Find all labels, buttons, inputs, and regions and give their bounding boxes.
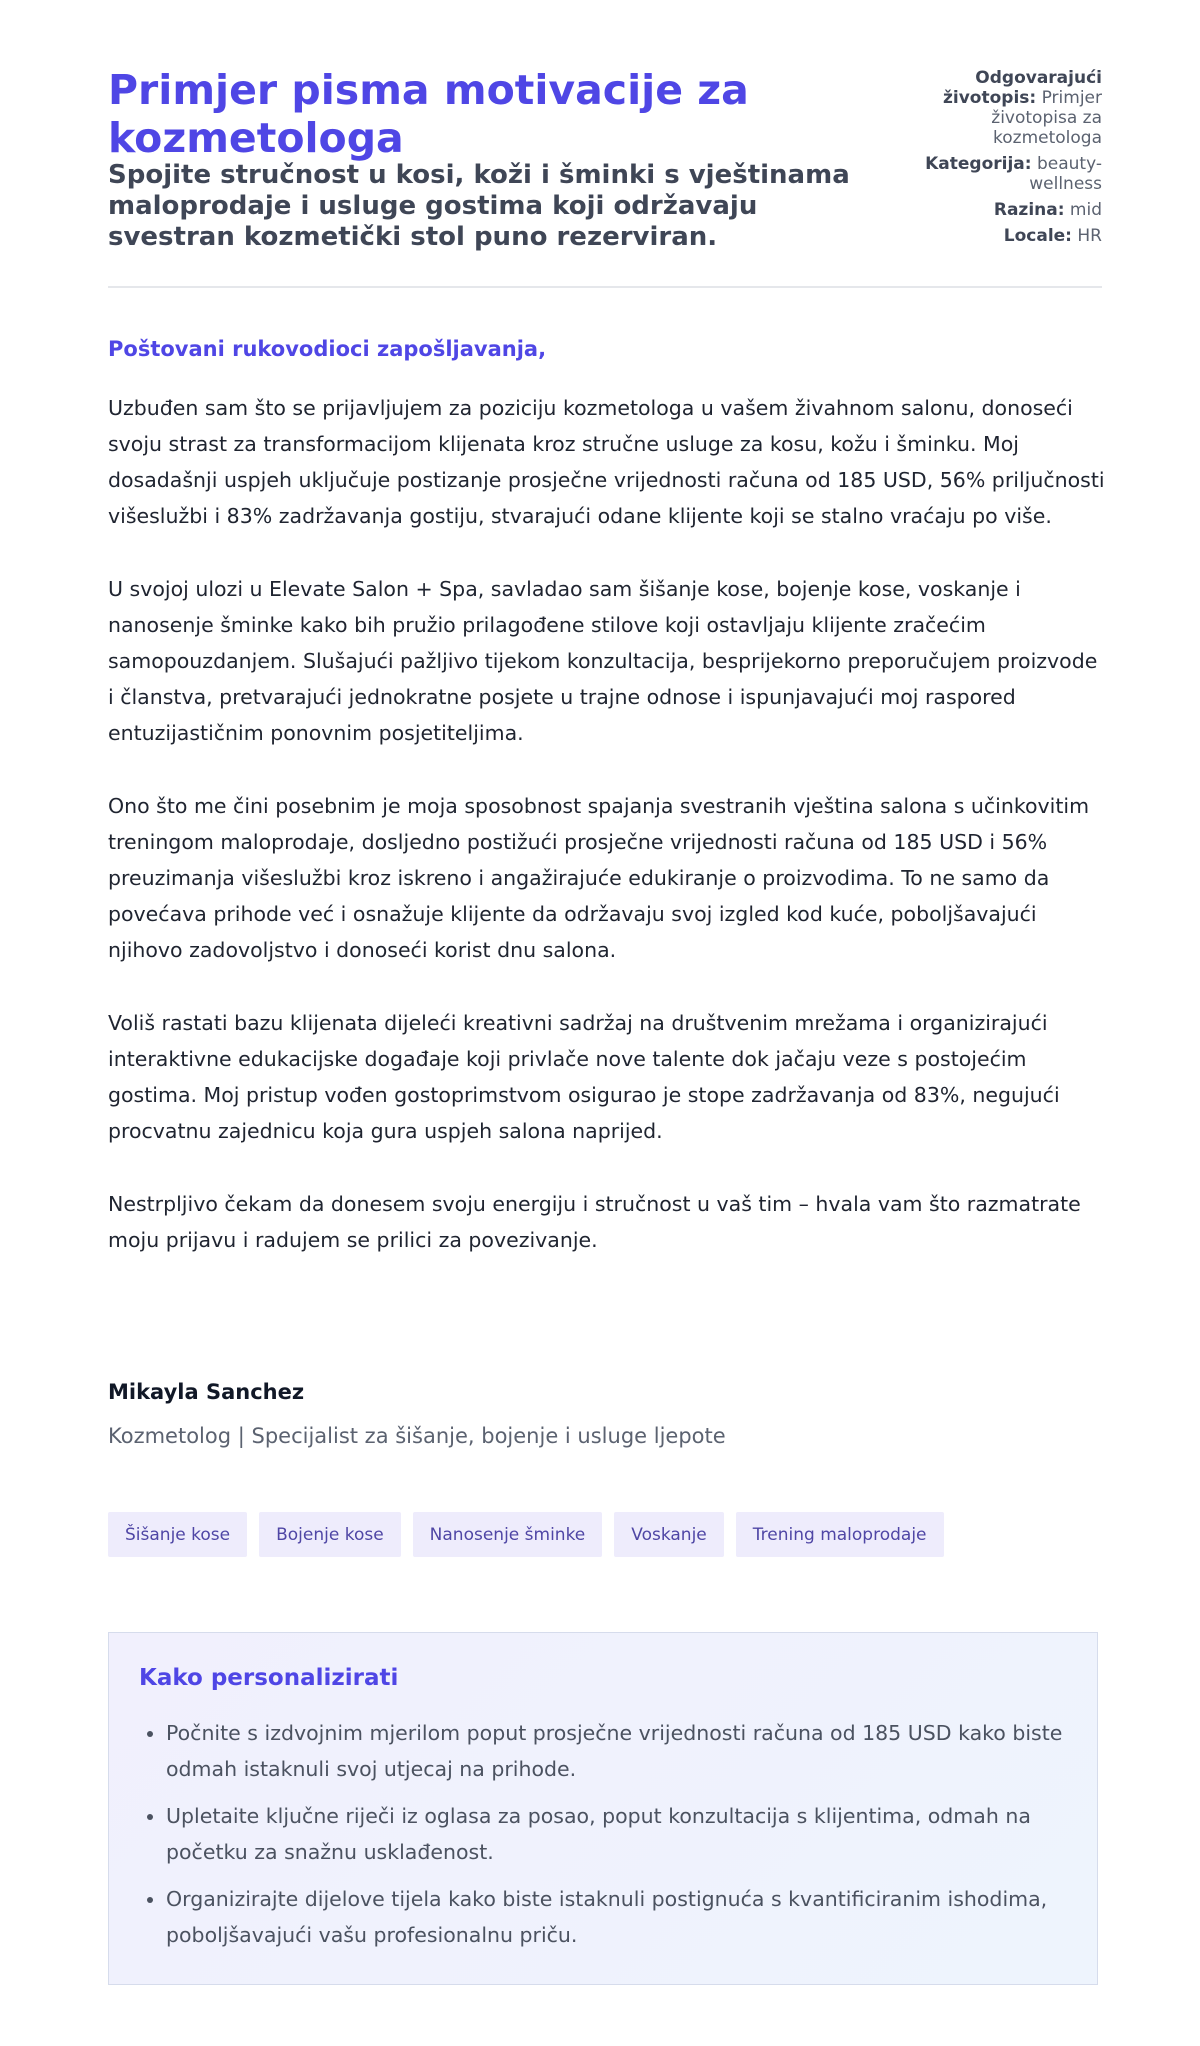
tips-heading: Kako personalizirati [139,1665,399,1691]
letter-body [108,390,1108,1295]
signature-role: Kozmetolog | Specijalist za šišanje, bojenje i usluge ljepote [108,1424,726,1448]
personalization-tips [108,1632,1098,1985]
meta-locale [912,226,1102,246]
tip-item: • Upletaite ključne riječi iz oglasa za posao, poput konzultacija s klijentima, odmah na početku za snažnu usklađenost. [166,1798,1086,1870]
letter-paragraph: U svojoj ulozi u Elevate Salon + Spa, savladao sam šišanje kose, bojenje kose, voskanje i nanosenje šminke kako bih pružio prilagođene stilove koji ostavljaju klijente zračećim samopouzdanjem. Slušajući pažljivo tijekom konzultacija, besprijekorno preporučujem proizvode i članstva, pretvarajući jednokratne posjete u trajne odnose i ispunjavajući moj raspored entuzijastičnim ponovnim posjetiteljima. [108,577,1098,745]
letter-paragraph: Voliš rastati bazu klijenata dijeleći kreativni sadržaj na društvenim mrežama i organizirajući interaktivne edukacijske događaje koji privlače nove talente dok jačaju veze s postojećim gostima. Moj pristup vođen gostoprimstvom osigurao je stope zadržavanja od 83%, negujući procvatnu zajednicu koja gura uspjeh salona naprijed. [108,1011,1060,1143]
skill-tag: Bojenje kose [259,1512,401,1557]
letter-paragraph: Uzbuđen sam što se prijavljujem za poziciju kozmetologa u vašem živahnom salonu, donoseći svoju strast za transformacijom klijenata kroz stručne usluge za kosu, kožu i šminku. Moj dosadašnji uspjeh uključuje postizanje prosječne vrijednosti računa od 185 USD, 56% priljučnosti višeslužbi i 83% zadržavanja gostiju, stvarajući odane klijente koji se stalno vraćaju po više. [108,396,1105,528]
meta-category [912,154,1102,194]
page-title: Primjer pisma motivacije za kozmetologa [108,66,749,162]
skill-tag: Trening maloprodaje [736,1512,944,1557]
skill-tag: Voskanje [614,1512,724,1557]
meta-locale-label: Locale: [1003,226,1072,246]
skill-tag: Nanosenje šminke [413,1512,603,1557]
meta-category-value: beauty-wellness [1029,154,1102,194]
meta-resume-label: Odgovarajući životopis: [942,68,1102,108]
meta-resume [912,68,1102,148]
tips-list [139,1715,1086,1964]
letter-paragraph: Nestrpljivo čekam da donesem svoju energiju i stručnost u vaš tim – hvala vam što razmatrate moju prijavu i radujem se prilici za povezivanje. [108,1192,1081,1252]
meta-level-value: mid [1069,200,1102,220]
meta-resume-link[interactable]: Primjer životopisa za kozmetologa [991,88,1102,148]
meta-level [912,200,1102,220]
page-header [108,66,1102,288]
letter-greeting: Poštovani rukovodioci zapošljavanja, [108,337,547,361]
meta-panel [912,68,1102,252]
meta-locale-value: HR [1077,226,1102,246]
tip-item: • Organizirajte dijelove tijela kako biste istaknuli postignuća s kvantificiranim ishodima, poboljšavajući vašu profesionalnu priču. [166,1881,1086,1953]
letter-paragraph: Ono što me čini posebnim je moja sposobnost spajanja svestranih vještina salona s učinkovitim treningom maloprodaje, dosljedno postižući prosječne vrijednosti računa od 185 USD i 56% preuzimanja višeslužbi kroz iskreno i angažirajuće edukiranje o proizvodima. To ne samo da povećava prihode već i osnažuje klijente da održavaju svoj izgled kod kuće, poboljšavajući njihovo zadovoljstvo i donoseći korist dnu salona. [108,794,1090,962]
meta-level-label: Razina: [993,200,1065,220]
meta-category-label: Kategorija: [925,154,1032,174]
tip-item: • Počnite s izdvojnim mjerilom poput prosječne vrijednosti računa od 185 USD kako biste odmah istaknuli svoj utjecaj na prihode. [166,1715,1086,1787]
skill-tags [108,1512,944,1557]
skill-tag: Šišanje kose [108,1512,247,1557]
signature-name: Mikayla Sanchez [108,1380,305,1404]
page-subtitle: Spojite stručnost u kosi, koži i šminki s vještinama maloprodaje i usluge gostima koji održavaju svestran kozmetički stol puno rezerviran. [108,160,850,252]
